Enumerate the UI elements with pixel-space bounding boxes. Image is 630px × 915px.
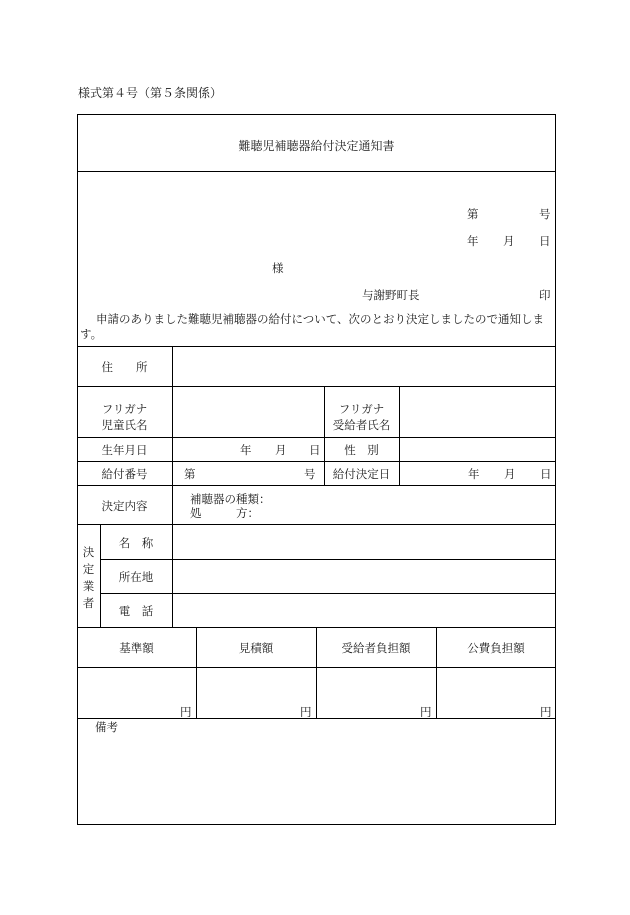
benefit-number-go: 号	[304, 467, 316, 481]
benefit-day: 日	[540, 467, 552, 481]
benefit-year: 年	[468, 467, 480, 481]
yen-unit: 円	[180, 705, 192, 719]
vendor-side-char: 決	[82, 545, 95, 559]
rule	[100, 559, 556, 560]
rule	[77, 461, 556, 462]
yen-unit: 円	[420, 705, 432, 719]
child-furigana-label: フリガナ	[101, 402, 148, 416]
document-number-go: 号	[539, 207, 551, 221]
rule	[77, 524, 556, 525]
date-day: 日	[539, 234, 551, 248]
yen-unit: 円	[540, 705, 552, 719]
benefit-month: 月	[504, 467, 516, 481]
birth-month: 月	[275, 443, 287, 457]
birth-day: 日	[309, 443, 321, 457]
hearing-aid-type-label: 補聴器の種類：	[190, 492, 271, 506]
vendor-side-char: 定	[82, 562, 95, 576]
form-title: 難聴児補聴器給付決定通知書	[238, 139, 395, 153]
issuer-title: 与謝野町長	[362, 288, 420, 302]
standard-amount-header: 基準額	[119, 641, 154, 655]
vendor-side-char: 業	[82, 579, 95, 593]
rule	[77, 346, 556, 347]
birthdate-label: 生年月日	[101, 443, 148, 457]
child-name-label: 児童氏名	[101, 418, 148, 432]
vendor-location-label: 所在地	[118, 570, 154, 584]
form-number-label: 様式第４号（第５条関係）	[78, 86, 223, 100]
recipient-share-header: 受給者負担額	[341, 641, 411, 655]
rule	[77, 485, 556, 486]
birth-year: 年	[240, 443, 252, 457]
decision-label: 決定内容	[101, 499, 148, 513]
rule	[77, 171, 556, 172]
estimate-amount-header: 見積額	[238, 641, 274, 655]
rule	[77, 718, 556, 719]
seal-mark: 印	[539, 288, 551, 302]
notice-text: 申請のありました難聴児補聴器の給付について、次のとおり決定しましたので通知します。	[80, 312, 545, 341]
vendor-side-label	[77, 544, 100, 612]
public-share-header: 公費負担額	[467, 641, 525, 655]
benefit-date-label: 給付決定日	[332, 467, 391, 481]
date-year: 年	[467, 234, 479, 248]
recipient-name-label: 受給者氏名	[332, 418, 391, 432]
vendor-phone-label: 電 話	[118, 604, 154, 618]
addressee-honorific: 様	[272, 261, 284, 275]
date-month: 月	[503, 234, 515, 248]
remarks-label: 備考	[95, 720, 118, 734]
rule	[172, 346, 173, 627]
vendor-side-char: 者	[82, 596, 95, 610]
rule	[77, 386, 556, 387]
benefit-number-dai: 第	[184, 467, 196, 481]
rule	[100, 593, 556, 594]
vendor-name-label: 名 称	[118, 536, 154, 550]
rule	[399, 386, 400, 485]
address-label: 住 所	[101, 360, 148, 374]
yen-unit: 円	[300, 705, 312, 719]
recipient-furigana-label: フリガナ	[338, 402, 385, 416]
sex-label: 性 別	[344, 443, 379, 457]
document-number-dai: 第	[467, 207, 479, 221]
prescription-label: 処 方：	[190, 506, 259, 520]
rule	[77, 437, 556, 438]
benefit-number-label: 給付番号	[101, 467, 148, 481]
